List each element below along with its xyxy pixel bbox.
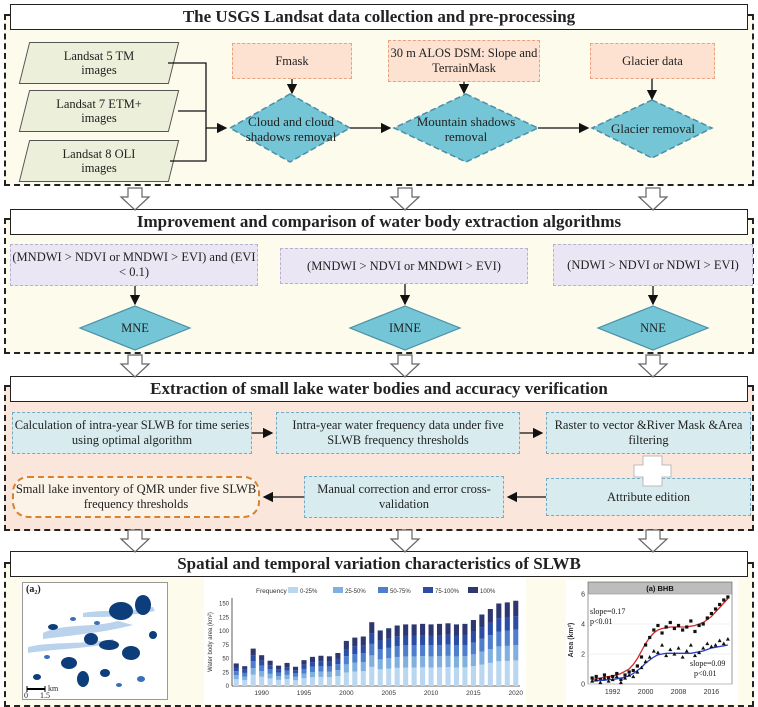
manual-correction-box: Manual correction and error cross-validation [304,476,504,518]
y-tick-label: 4 [581,621,585,629]
bar-segment [420,645,425,656]
data-point-square [640,655,643,658]
x-tick-label: 2000 [637,689,654,696]
x-tick-label: 2005 [381,690,396,697]
section-title-algorithms: Improvement and comparison of water body extraction algorithms [10,209,748,235]
bar-segment [488,663,493,686]
bar-segment [496,618,501,631]
bar-segment [335,659,340,664]
y-axis-label: Area (km²) [568,622,575,658]
bar-segment [268,674,273,679]
bar-segment [318,656,323,661]
bar-segment [454,645,459,656]
bar-segment [335,676,340,686]
data-point-square [648,636,651,639]
bar-segment [361,671,366,686]
bar-segment [505,617,510,630]
down-arrow-icon [391,188,419,210]
attribute-edition-box: Attribute edition [546,478,751,516]
annotation-label: slope=0.09 [690,659,726,668]
bar-segment [488,635,493,649]
bar-segment [268,678,273,686]
bar-segment [242,680,247,686]
legend-label: 100% [480,589,496,595]
bar-segment [445,645,450,656]
x-tick-label: 1992 [604,689,621,696]
rule-mne-box: (MNDWI > NDVI or MNDWI > EVI) and (EVI < 0.1) [10,244,258,286]
bar-segment [412,645,417,656]
bar-segment [327,656,332,661]
bar-segment [454,656,459,667]
y-tick-label: 0 [581,681,585,689]
bar-segment [310,662,315,667]
bar-segment [462,624,467,635]
data-point-square [660,631,663,634]
data-point-square [718,603,721,606]
bar-segment [420,667,425,686]
bar-segment [454,668,459,686]
y-tick-label: 150 [218,601,229,608]
bar-segment [420,656,425,667]
bar-segment [251,655,256,661]
y-axis-label: Water body area (km²) [208,612,214,672]
bar-segment [361,662,366,671]
annotation-label: p<0.01 [694,669,717,678]
bar-segment [462,635,467,645]
bar-segment [268,669,273,674]
bar-segment [310,677,315,686]
bar-segment [259,666,264,672]
down-arrow-icon [121,355,149,377]
nne-label: NNE [640,320,666,335]
x-tick-label: 2000 [339,690,354,697]
bar-segment [344,641,349,649]
bar-segment [234,679,239,686]
bar-segment [403,645,408,656]
bar-segment [268,661,273,666]
stacked-bar-chart [204,578,526,704]
bar-segment [505,631,510,646]
bar-segment [327,662,332,667]
data-point-square [632,669,635,672]
bhb-scatter-chart [566,580,738,704]
calc-slwb-box: Calculation of intra-year SLWB for time series using optimal algorithm [12,412,252,454]
bar-segment [251,668,256,675]
bar-segment [445,635,450,645]
legend-swatch [333,587,343,593]
bar-segment [471,642,476,654]
bar-segment [479,627,484,638]
bar-segment [318,666,323,671]
bar-segment [513,645,518,660]
bar-segment [420,635,425,645]
bar-segment [496,646,501,661]
fmask-box: Fmask [232,43,352,79]
bar-segment [454,624,459,635]
x-tick-label: 2008 [670,689,687,696]
bar-segment [412,668,417,686]
cloud-removal-label: Cloud and cloud shadows removal [245,114,337,144]
bar-segment [276,666,281,670]
bar-segment [429,645,434,656]
imne-label: IMNE [389,320,421,335]
legend-title: Frequency [256,588,287,595]
bar-segment [496,632,501,647]
bar-segment [352,671,357,686]
lake-map-panel [22,582,168,700]
legend-swatch [288,587,298,593]
map-scale-zero: 0 [24,691,28,700]
data-point-square [706,616,709,619]
legend-label: 25-50% [345,589,366,595]
bar-segment [479,639,484,652]
bar-segment [352,646,357,654]
bar-segment [310,657,315,662]
bar-segment [386,648,391,658]
bar-segment [513,630,518,645]
bar-segment [513,601,518,616]
glacier-data-box: Glacier data [590,43,715,79]
bar-segment [242,670,247,673]
bar-segment [293,670,298,673]
bar-segment [259,655,264,661]
bar-segment [293,680,298,686]
data-point-square [644,643,647,646]
bar-segment [462,656,467,667]
bar-segment [259,671,264,677]
bar-segment [386,669,391,686]
bar-segment [471,654,476,666]
bar-segment [327,672,332,677]
bar-segment [479,615,484,628]
bar-segment [301,665,306,669]
bar-segment [378,640,383,649]
section-title-data-collection: The USGS Landsat data collection and pre-processing [10,4,748,30]
rule-nne-box: (NDWI > NDVI or NDWI > EVI) [553,244,753,286]
bar-segment [403,635,408,645]
data-point-square [656,624,659,627]
bar-segment [361,653,366,662]
data-point-square [652,628,655,631]
bar-segment [445,656,450,667]
bar-segment [268,665,273,669]
bar-segment [318,677,323,686]
bar-segment [242,673,247,677]
down-arrow-icon [391,530,419,552]
mne-label: MNE [121,320,149,335]
bar-segment [344,672,349,686]
bar-segment [285,667,290,671]
data-point-square [677,624,680,627]
bar-segment [344,664,349,672]
bar-segment [344,656,349,664]
bar-segment [352,663,357,672]
bar-segment [412,624,417,635]
data-point-square [689,619,692,622]
bar-segment [462,645,467,656]
data-point-square [697,624,700,627]
bar-segment [352,638,357,647]
bar-segment [462,667,467,686]
bar-segment [234,675,239,679]
legend-label: 75-100% [435,589,460,595]
legend-label: 0-25% [300,589,318,595]
bar-segment [403,624,408,635]
bar-segment [251,649,256,656]
data-point-square [669,621,672,624]
bar-segment [369,644,374,655]
bar-segment [276,676,281,680]
bar-segment [285,663,290,667]
bar-segment [301,660,306,665]
bar-segment [276,673,281,677]
frequency-data-box: Intra-year water frequency data under five SLWB frequency thresholds [276,412,520,454]
bar-segment [251,661,256,668]
bar-segment [301,678,306,686]
data-point-square [681,628,684,631]
map-scale-unit: km [48,684,59,693]
data-point-square [726,595,729,598]
bar-segment [454,635,459,645]
data-point-square [636,664,639,667]
data-point-square [665,625,668,628]
map-label: (a₂) [26,584,41,595]
bar-segment [403,668,408,686]
bar-segment [285,675,290,679]
bar-segment [242,676,247,680]
bar-segment [285,671,290,675]
annotation-label: p<0.01 [590,617,613,626]
bar-segment [412,635,417,645]
bar-segment [479,652,484,665]
data-point-square [702,622,705,625]
bar-segment [403,656,408,667]
bar-segment [335,670,340,676]
legend-swatch [423,587,433,593]
bar-segment [369,634,374,644]
bar-segment [505,602,510,617]
legend-swatch [468,587,478,593]
bar-segment [293,677,298,680]
x-tick-label: 1990 [254,690,269,697]
bar-segment [310,667,315,672]
lake-inventory-box: Small lake inventory of QMR under five SLWB frequency thresholds [12,476,260,518]
down-arrow-icon [121,188,149,210]
bar-segment [369,622,374,633]
legend-label: 50-75% [390,589,411,595]
bar-segment [318,661,323,666]
bar-segment [395,668,400,686]
bar-segment [496,604,501,619]
plus-icon [634,456,671,486]
legend-swatch [378,587,388,593]
raster-vector-box: Raster to vector &River Mask &Area filtering [546,412,751,454]
bar-segment [471,632,476,643]
bar-segment [259,661,264,666]
bar-segment [395,626,400,637]
bar-segment [293,673,298,676]
bar-segment [445,623,450,634]
bar-segment [344,649,349,656]
bar-segment [276,680,281,686]
y-tick-label: 125 [218,615,229,622]
bar-segment [293,667,298,670]
scatter-chart-panel [566,580,738,704]
data-point-square [714,607,717,610]
bar-segment [301,669,306,674]
bar-segment [505,646,510,661]
bar-segment [445,667,450,686]
map-scale-max: 1.5 [40,691,50,700]
bar-segment [437,656,442,667]
x-tick-label: 2020 [508,690,523,697]
landsat8-input: Landsat 8 OLI images [19,140,179,182]
bar-segment [327,677,332,686]
y-tick-label: 75 [222,642,229,649]
y-tick-label: 50 [222,656,229,663]
bar-segment [234,663,239,667]
bar-segment [378,669,383,686]
bar-segment [318,671,323,676]
mountain-removal-label: Mountain shadows removal [416,114,516,144]
bar-segment [395,657,400,668]
dsm-box: 30 m ALOS DSM: Slope and TerrainMask [388,40,540,82]
bar-segment [471,620,476,632]
bar-segment [496,661,501,686]
y-tick-label: 25 [222,670,229,677]
bar-segment [513,660,518,686]
bar-segment [513,616,518,630]
bar-chart-panel [204,578,526,704]
glacier-removal-label: Glacier removal [610,120,696,136]
bar-segment [352,654,357,663]
bar-segment [310,672,315,677]
y-tick-label: 6 [581,591,585,599]
bar-segment [234,671,239,675]
bar-segment [479,665,484,686]
bar-segment [429,635,434,645]
bar-segment [276,669,281,672]
x-tick-label: 2010 [423,690,439,697]
section-title-extraction: Extraction of small lake water bodies and accuracy verification [10,376,748,402]
bar-segment [386,628,391,638]
bar-segment [378,649,383,659]
bar-segment [386,658,391,668]
bar-segment [378,659,383,669]
bar-segment [395,646,400,657]
bar-segment [395,636,400,646]
x-tick-label: 1995 [296,690,312,697]
y-tick-label: 2 [581,651,585,659]
landsat7-input: Landsat 7 ETM+ images [19,90,179,132]
bar-segment [429,624,434,635]
chart-title: (a) BHB [646,584,674,593]
bar-segment [251,675,256,686]
x-tick-label: 2015 [466,690,481,697]
data-point-square [693,630,696,633]
rule-imne-box: (MNDWI > NDVI or MNDWI > EVI) [280,248,528,284]
bar-segment [361,645,366,653]
landsat5-input: Landsat 5 TM images [19,42,179,84]
bar-segment [420,624,425,635]
down-arrow-icon [639,355,667,377]
bar-segment [488,649,493,663]
bar-segment [488,623,493,635]
bar-segment [369,667,374,686]
bar-segment [301,674,306,679]
bar-segment [412,656,417,667]
bar-segment [437,667,442,686]
bar-segment [437,645,442,656]
y-tick-label: 100 [218,629,229,635]
bar-segment [335,664,340,670]
bar-segment [335,653,340,659]
bar-segment [327,666,332,671]
bar-segment [259,677,264,686]
bar-segment [242,666,247,670]
down-arrow-icon [391,355,419,377]
data-point-square [722,598,725,601]
bar-segment [378,630,383,640]
down-arrow-icon [121,530,149,552]
y-tick-label: 0 [225,684,229,690]
section-title-variation: Spatial and temporal variation characteristics of SLWB [10,551,748,577]
bar-segment [488,609,493,623]
lake-map [23,583,169,701]
bar-segment [285,679,290,686]
data-point-square [673,627,676,630]
bar-segment [429,668,434,686]
down-arrow-icon [639,188,667,210]
bar-segment [234,668,239,672]
bar-segment [386,639,391,648]
down-arrow-icon [639,530,667,552]
bar-segment [361,637,366,646]
bar-segment [505,661,510,686]
bar-segment [471,666,476,686]
bar-segment [437,635,442,645]
annotation-label: slope=0.17 [590,607,626,616]
bar-segment [437,624,442,635]
bar-segment [369,655,374,666]
x-tick-label: 2016 [703,689,720,696]
bar-segment [429,656,434,667]
data-point-square [710,612,713,615]
data-point-square [685,625,688,628]
